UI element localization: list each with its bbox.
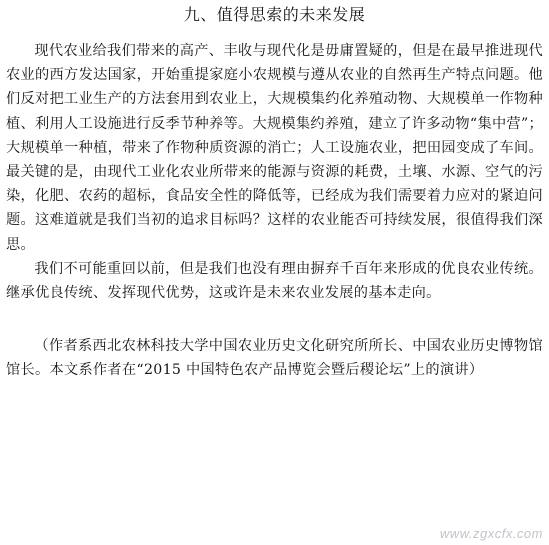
section-title: 九、值得思索的未来发展 — [183, 5, 366, 24]
author-note: （作者系西北农林科技大学中国农业历史文化研究所所长、中国农业历史博物馆馆长。本文系作者在“2015 中国特色农产品博览会暨后稷论坛”上的演讲） — [6, 338, 543, 379]
paragraph-gap — [6, 305, 543, 334]
paragraph-conclusion: 我们不可能重回以前，但是我们也没有理由摒弃千百年来形成的优良农业传统。继承优良传统、发挥现代优势，这或许是未来农业发展的基本走向。 — [6, 260, 543, 302]
paragraph-main: 现代农业给我们带来的高产、丰收与现代化是毋庸置疑的，但是在最早推进现代农业的西方发达国家，开始重提家庭小农规模与遵从农业的自然再生产特点问题。他们反对把工业生产的方法套用到农业上，大规模集约化养殖动物、大规模单一作物种植、利用人工设施进行反季节种养等。大规模集约养殖，建立了许多动物“集中营”；大规模单一种植，带来了作物种质资源的消亡；人工设施农业，把田园变成了车间。最关键的是，由现代工业化农业所带来的能源与资源的耗费，土壤、水源、空气的污染，化肥、农药的超标，食品安全性的降低等，已经成为我们需要着力应对的紧迫问题。这难道就是我们当初的追求目标吗？这样的农业能否可持续发展，很值得我们深思。 — [6, 43, 543, 253]
site-watermark: www.zgxcfx.com — [439, 526, 543, 541]
